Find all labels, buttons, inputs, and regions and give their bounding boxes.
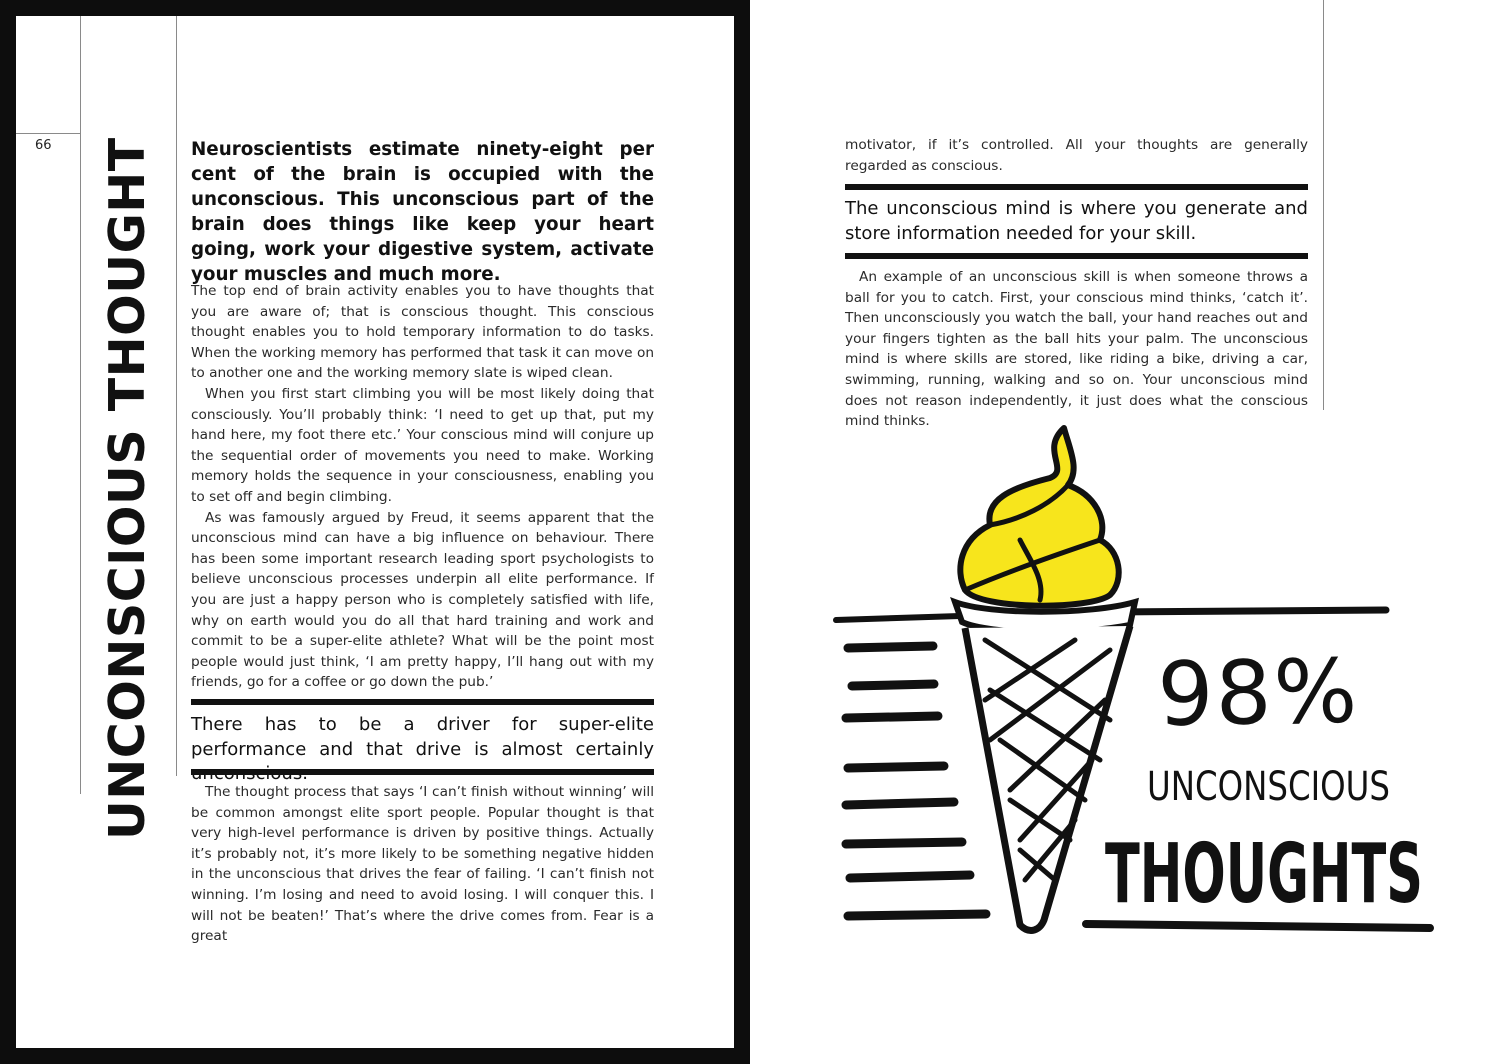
pull-quote-rule-top <box>191 699 654 705</box>
chapter-title: UNCONSCIOUS THOUGHT <box>99 137 156 840</box>
page-number: 66 <box>35 138 52 153</box>
ice-cream-cone-icon <box>830 420 1450 940</box>
illustration-percent: 98% <box>1156 639 1360 746</box>
pull-quote-rule-bottom <box>845 253 1308 259</box>
paragraph: The top end of brain activity enables you to have thoughts that you are aware of; that is conscious thought. This conscious thought enables you to hold temporary information to do tasks. When the working memory has performed that task it can move on to another one and the working memory slate is wiped clean. <box>191 283 654 382</box>
pull-quote-rule-bottom <box>191 769 654 775</box>
paragraph: The thought process that says ‘I can’t finish without winning’ will be common amongst elite sport people. Popular thought is that very high-level performance is driven by positive things. Actually it’s probably not, it’s more likely to be something negative hidden in the unconscious that drives the fear of failing. ‘I can’t finish not winning. I’m losing and need to avoid losing. I will conquer this. I will not be beaten!’ That’s where the drive comes from. Fear is a great <box>191 784 654 945</box>
paragraph: motivator, if it’s controlled. All your thoughts are generally regarded as conscious. <box>845 137 1308 174</box>
paragraph: When you first start climbing you will be most likely doing that consciously. You’ll probably think: ‘I need to get up that, put my hand here, my foot there etc.’ Your conscious mind will conjure up the sequential order of movements you need to make. Working memory holds the sequence in your consciousness, enabling you to set off and begin climbing. <box>191 385 654 505</box>
pull-quote: There has to be a driver for super-elite performance and that drive is almost certainly <box>191 714 654 760</box>
body-text <box>191 281 654 693</box>
body-text-continued <box>191 782 654 947</box>
illustration-line1: UNCONSCIOUS <box>1147 764 1390 810</box>
continued-text <box>845 135 1308 176</box>
pull-quote-rule-top <box>845 184 1308 190</box>
body-text <box>845 267 1308 432</box>
paragraph: As was famously argued by Freud, it seems apparent that the unconscious mind can have a big influence on behaviour. There has been some important research leading sport psychologists to believe unconscious processes underpin all elite performance. If you are just a happy person who is completely satisfied with life, why on earth would you do all that hard training and work and commit to be a super-elite athlete? What will be the point most people would just think, ‘I am pretty happy, I’ll hang out with my friends, go for a coffee or go down the pub.’ <box>191 509 654 691</box>
lead-paragraph: Neuroscientists estimate ninety-eight per cent of the brain is occupied with the unconscious. This unconscious part of the brain does things like keep your heart going, work your digestive system, activate your muscles and much more. <box>191 139 654 285</box>
margin-rule <box>176 16 177 776</box>
margin-rule <box>1323 0 1324 410</box>
margin-rule <box>80 16 81 794</box>
page-number-rule <box>16 133 80 134</box>
paragraph: An example of an unconscious skill is when someone throws a ball for you to catch. First, your conscious mind thinks, ‘catch it’. Then unconsciously you watch the ball, your hand reaches out and your fingers tighten as the ball hits your palm. The unconscious mind is where skills are stored, like riding a bike, driving a car, swimming, running, walking and so on. Your unconscious mind does not reason independently, it just does what the conscious mind thinks. <box>845 269 1308 430</box>
pull-quote: The unconscious mind is where you generate and store information needed for your skill. <box>845 198 1308 244</box>
illustration-line2: THOUGHTS <box>1105 827 1423 922</box>
